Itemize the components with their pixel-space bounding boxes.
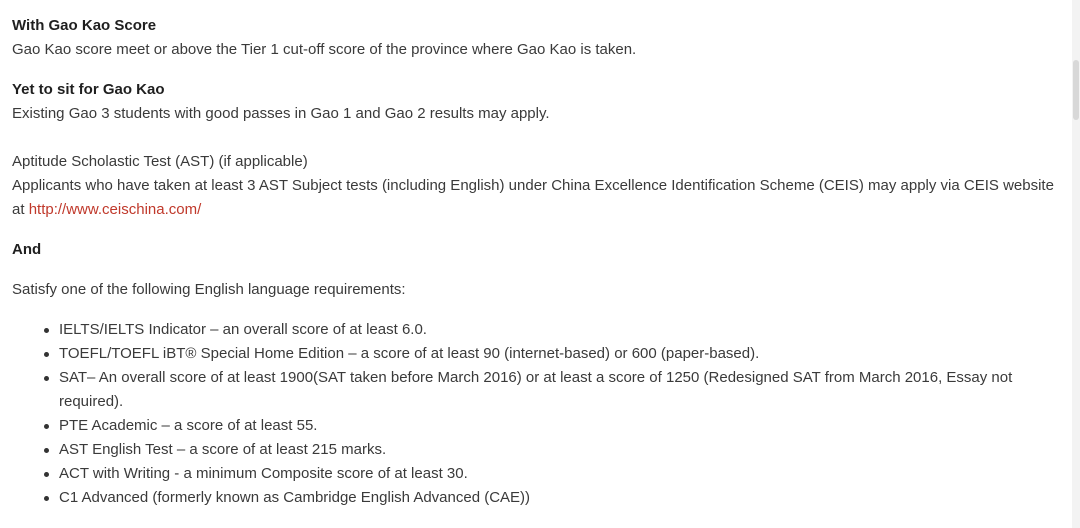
- bullet-icon: [44, 376, 49, 381]
- bullet-icon: [44, 328, 49, 333]
- requirement-text: AST English Test – a score of at least 215 marks.: [59, 441, 387, 458]
- gaokao-section: [12, 14, 1062, 62]
- ast-title: Aptitude Scholastic Test (AST) (if applicable): [12, 153, 308, 170]
- requirement-text: C1 Advanced (formerly known as Cambridge English Advanced (CAE)): [59, 489, 531, 506]
- english-requirements-list: [12, 318, 1062, 510]
- gaokao-text: Gao Kao score meet or above the Tier 1 cut-off score of the province where Gao Kao is taken.: [12, 41, 637, 58]
- requirement-text: SAT– An overall score of at least 1900(SAT taken before March 2016) or at least a score of 1250 (Redesigned SAT from March 2016, Essay not required).: [59, 369, 1013, 410]
- bullet-icon: [44, 352, 49, 357]
- requirement-text: IELTS/IELTS Indicator – an overall score of at least 6.0.: [59, 321, 427, 338]
- list-item: [59, 318, 1062, 342]
- bullet-icon: [44, 496, 49, 501]
- ast-description: Applicants who have taken at least 3 AST Subject tests (including English) under China Excellence Identification Scheme (CEIS) may apply via CEIS website: [12, 177, 1054, 194]
- requirement-text: ACT with Writing - a minimum Composite score of at least 30.: [59, 465, 468, 482]
- requirement-text: PTE Academic – a score of at least 55.: [59, 417, 318, 434]
- bullet-icon: [44, 472, 49, 477]
- english-intro-section: [12, 278, 1062, 302]
- yet-to-sit-section: [12, 78, 1062, 126]
- yet-to-sit-heading: Yet to sit for Gao Kao: [12, 81, 165, 98]
- list-item: [59, 462, 1062, 486]
- list-item: [59, 438, 1062, 462]
- gaokao-heading: With Gao Kao Score: [12, 17, 157, 34]
- ast-at-prefix: at: [12, 201, 29, 218]
- scrollbar[interactable]: [1072, 0, 1080, 528]
- requirement-text: TOEFL/TOEFL iBT® Special Home Edition – a score of at least 90 (internet-based) or 600 (paper-based).: [59, 345, 760, 362]
- ast-text: [12, 174, 1062, 198]
- and-section: [12, 238, 1062, 262]
- scrollbar-thumb[interactable]: [1073, 60, 1079, 120]
- ceis-website-link[interactable]: http://www.ceischina.com/: [28, 201, 202, 218]
- english-intro-text: Satisfy one of the following English language requirements:: [12, 281, 406, 298]
- list-item: [59, 486, 1062, 510]
- and-label: And: [12, 241, 42, 258]
- admission-requirements: [12, 14, 1062, 510]
- ast-link-line: [12, 198, 1062, 222]
- list-item: [59, 414, 1062, 438]
- list-item: [59, 366, 1062, 414]
- yet-to-sit-text: Existing Gao 3 students with good passes in Gao 1 and Gao 2 results may apply.: [12, 105, 550, 122]
- ast-section: [12, 150, 1062, 222]
- bullet-icon: [44, 424, 49, 429]
- list-item: [59, 342, 1062, 366]
- bullet-icon: [44, 448, 49, 453]
